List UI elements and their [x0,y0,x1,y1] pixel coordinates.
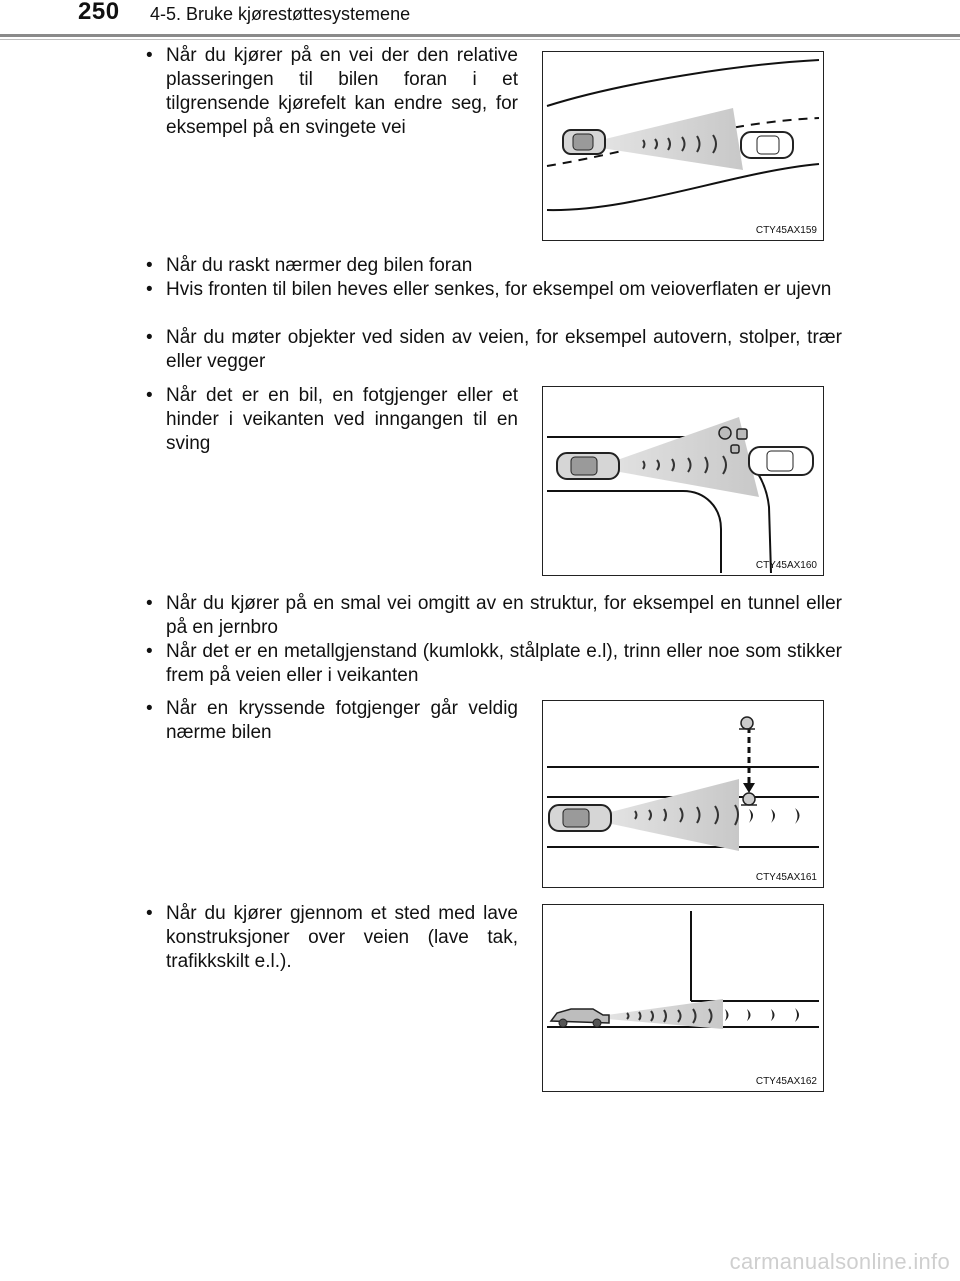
wave-markers-dark-icon [725,1008,799,1022]
figure-low-structures [542,904,824,1092]
bullet-text: Når du kjører på en vei der den relative plasseringen til bilen foran i et tilgrensende kjørefelt kan endre seg, for eksempel på en svingete vei [166,45,518,138]
bullet-curve-road [146,44,518,140]
figure-code: CTY45AX161 [755,872,817,883]
bullet-text: Når du kjører på en smal vei omgitt av en struktur, for eksempel en tunnel eller på en jernbro [166,593,842,638]
bullet-dot: • [146,255,153,276]
bullet-dot: • [146,327,153,348]
bullet-dot: • [146,698,153,719]
bullet-narrow-road [146,592,842,640]
bullet-dot: • [146,593,153,614]
bullet-text: Når du møter objekter ved siden av veien, for eksempel autovern, stolper, trær eller vegger [166,327,842,372]
bullet-dot: • [146,385,153,406]
bullet-dot: • [146,903,153,924]
page-number: 250 [78,0,120,25]
bullet-dot: • [146,641,153,662]
figure-crossing-pedestrian [542,700,824,888]
bullet-dot: • [146,45,153,66]
bullet-text: Når du kjører gjennom et sted med lave konstruksjoner over veien (lave tak, trafikkskilt e.l.). [166,903,518,972]
section-title: 4-5. Bruke kjørestøttesystemene [150,4,411,24]
bullet-text: Når du raskt nærmer deg bilen foran [166,255,473,276]
lead-car-icon [741,132,793,158]
figure-code: CTY45AX162 [755,1076,817,1087]
figure-code: CTY45AX159 [755,225,817,236]
watermark: carmanualsonline.info [729,1249,950,1274]
own-car-icon [551,1009,609,1027]
figure-curve-entrance [542,386,824,576]
bullet-text: Hvis fronten til bilen heves eller senkes, for eksempel om veioverflaten er ujevn [166,279,832,300]
figure-code: CTY45AX160 [755,560,817,571]
figure-curved-road [542,51,824,241]
bullet-text: Når det er en bil, en fotgjenger eller et hinder i veikanten ved inngangen til en sving [166,385,518,454]
own-car-icon [549,805,611,831]
lead-car-icon [749,447,813,475]
bullet-uneven-road [146,278,842,302]
header-rule [0,34,960,37]
bullet-roadside-objects [146,326,842,374]
wave-markers-dark-icon [749,808,800,824]
bullet-crossing-pedestrian [146,697,518,745]
bullet-text: Når en kryssende fotgjenger går veldig nærme bilen [166,698,518,743]
own-car-icon [563,130,605,154]
bullet-metal-object [146,640,842,688]
bullet-curve-entrance [146,384,518,456]
own-car-icon [557,453,619,479]
bullet-rapid-approach [146,254,842,278]
bullet-text: Når det er en metallgjenstand (kumlokk, stålplate e.l), trinn eller noe som stikker frem på veien eller i veikanten [166,641,842,686]
bullet-low-structures [146,902,518,974]
bullet-dot: • [146,279,153,300]
header-rule-thin [0,39,960,40]
